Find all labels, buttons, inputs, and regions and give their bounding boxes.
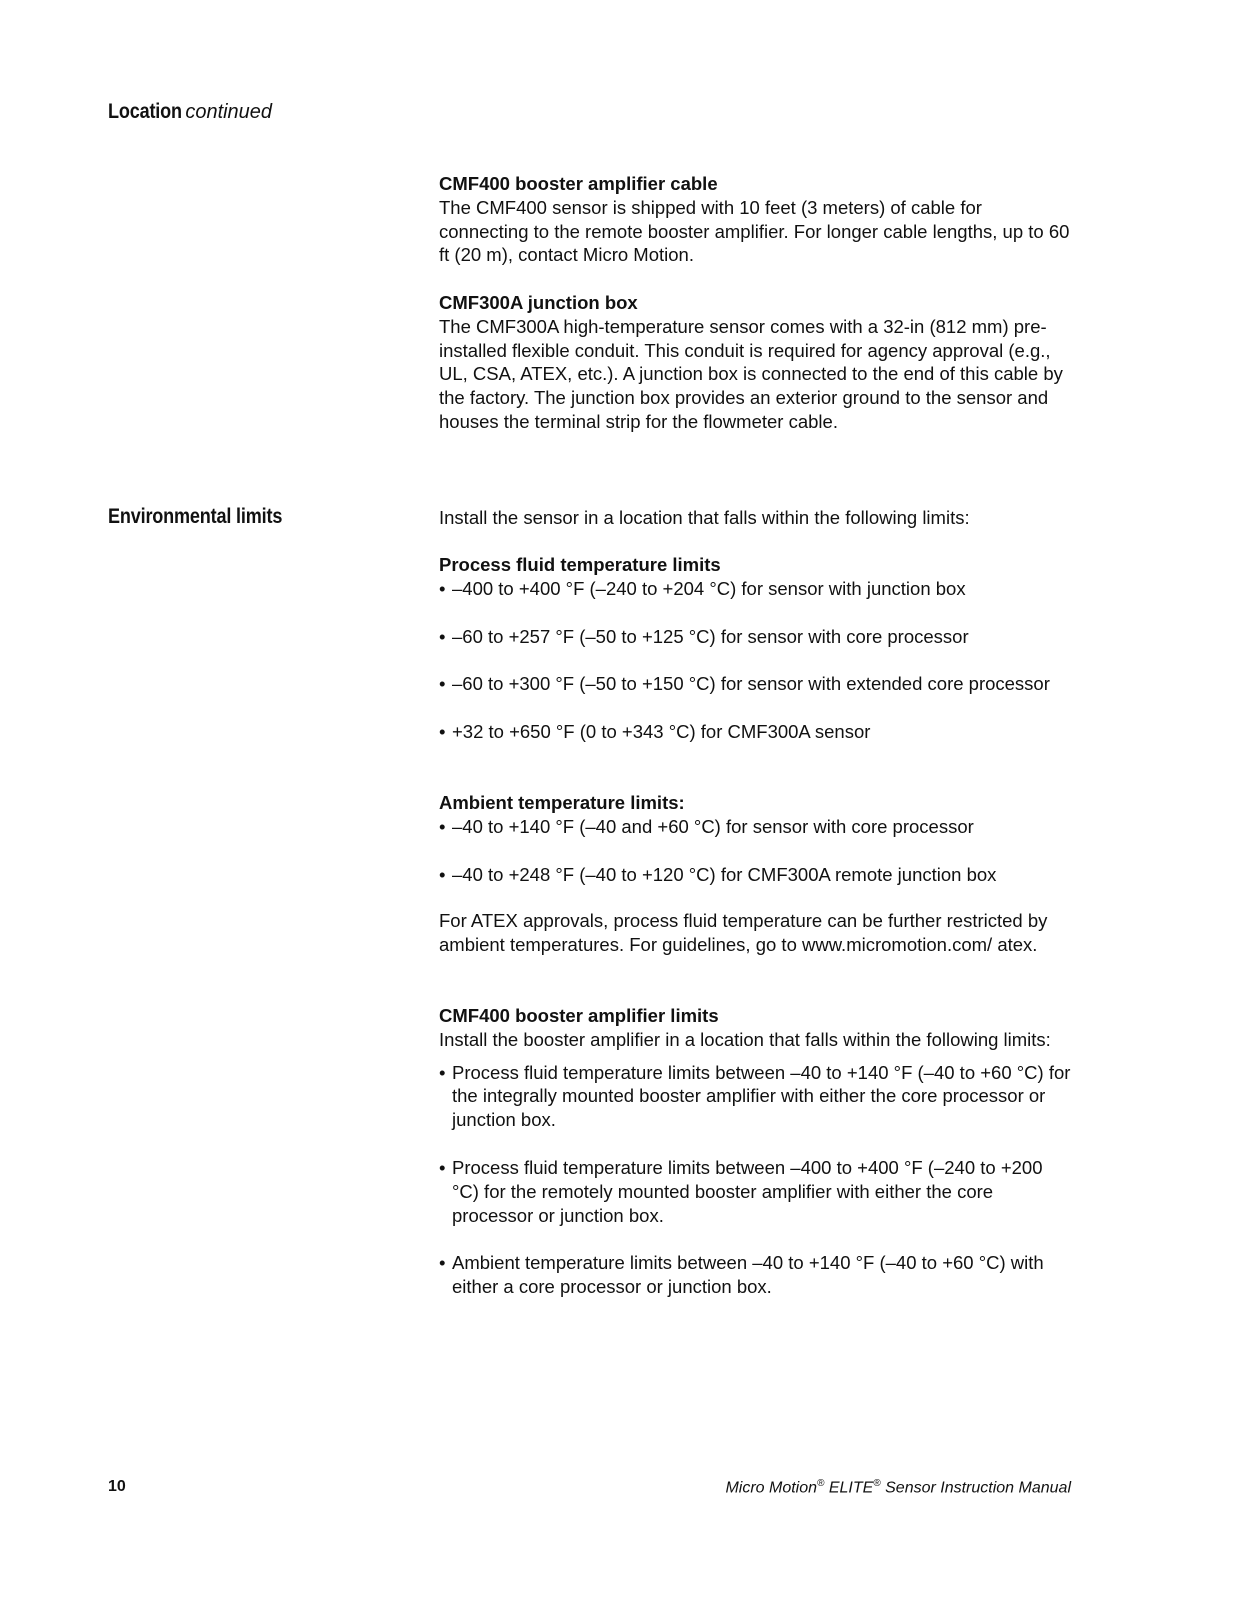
env-intro-block	[439, 506, 1071, 530]
process-item: • –60 to +300 °F (–50 to +150 °C) for sensor with extended core processor	[439, 673, 1050, 695]
booster-cable-block	[439, 172, 1071, 267]
bullet-icon: •	[439, 1252, 446, 1274]
ambient-item: • –40 to +248 °F (–40 to +120 °C) for CMF300A remote junction box	[439, 863, 997, 885]
ambient-limits-block	[439, 791, 1071, 886]
bullet-icon: •	[439, 721, 446, 743]
location-continued: continued	[185, 101, 272, 123]
location-title: Location	[108, 100, 182, 123]
junction-box-block	[439, 291, 1071, 434]
ambient-heading: Ambient temperature limits:	[439, 792, 685, 813]
atex-note: For ATEX approvals, process fluid temperature can be further restricted by ambient temperatures. For guidelines, go to www.micromotion.com/ atex.	[439, 910, 1048, 955]
running-footer-title: Micro Motion® ELITE® Sensor Instruction Manual	[725, 1478, 1071, 1497]
booster-limits-block	[439, 1004, 1071, 1299]
env-title: Environmental limits	[108, 505, 283, 528]
booster-limit-item: • Process fluid temperature limits between –400 to +400 °F (–240 to +200 °C) for the remotely mounted booster amplifier with either the core processor or junction box.	[439, 1156, 1043, 1226]
booster-limit-item: • Ambient temperature limits between –40 to +140 °F (–40 to +60 °C) with either a core processor or junction box.	[439, 1252, 1044, 1298]
process-item: • +32 to +650 °F (0 to +343 °C) for CMF300A sensor	[439, 721, 871, 743]
atex-note-block	[439, 909, 1071, 957]
bullet-icon: •	[439, 815, 446, 837]
process-heading: Process fluid temperature limits	[439, 554, 721, 575]
booster-limits-intro: Install the booster amplifier in a location that falls within the following limits:	[439, 1028, 1051, 1050]
bullet-icon: •	[439, 863, 446, 885]
page-number: 10	[108, 1478, 126, 1495]
bullet-icon: •	[439, 625, 446, 647]
booster-cable-heading: CMF400 booster amplifier cable	[439, 173, 718, 194]
junction-box-heading: CMF300A junction box	[439, 292, 638, 313]
ambient-item: • –40 to +140 °F (–40 and +60 °C) for sensor with core processor	[439, 815, 974, 837]
bullet-icon: •	[439, 577, 446, 599]
process-limits-block	[439, 553, 1071, 744]
booster-limits-heading: CMF400 booster amplifier limits	[439, 1005, 719, 1026]
section-heading-environmental-limits	[108, 505, 282, 529]
section-heading-location	[108, 100, 272, 124]
process-item: • –400 to +400 °F (–240 to +204 °C) for sensor with junction box	[439, 577, 966, 599]
bullet-icon: •	[439, 673, 446, 695]
process-item: • –60 to +257 °F (–50 to +125 °C) for sensor with core processor	[439, 625, 969, 647]
junction-box-text: The CMF300A high-temperature sensor comes with a 32-in (812 mm) pre-installed flexible conduit. This conduit is required for agency approval (e.g., UL, CSA, ATEX, etc.). A junction box is connected to the end of this cable by the factory. The junction box provides an exterior ground to the sensor and houses the terminal strip for the flowmeter cable.	[439, 315, 1063, 432]
env-intro: Install the sensor in a location that falls within the following limits:	[439, 507, 970, 528]
booster-cable-text: The CMF400 sensor is shipped with 10 feet (3 meters) of cable for connecting to the remote booster amplifier. For longer cable lengths, up to 60 ft (20 m), contact Micro Motion.	[439, 196, 1070, 266]
booster-limit-item: • Process fluid temperature limits between –40 to +140 °F (–40 to +60 °C) for the integrally mounted booster amplifier with either the core processor or junction box.	[439, 1061, 1071, 1131]
bullet-icon: •	[439, 1156, 446, 1178]
bullet-icon: •	[439, 1061, 446, 1083]
